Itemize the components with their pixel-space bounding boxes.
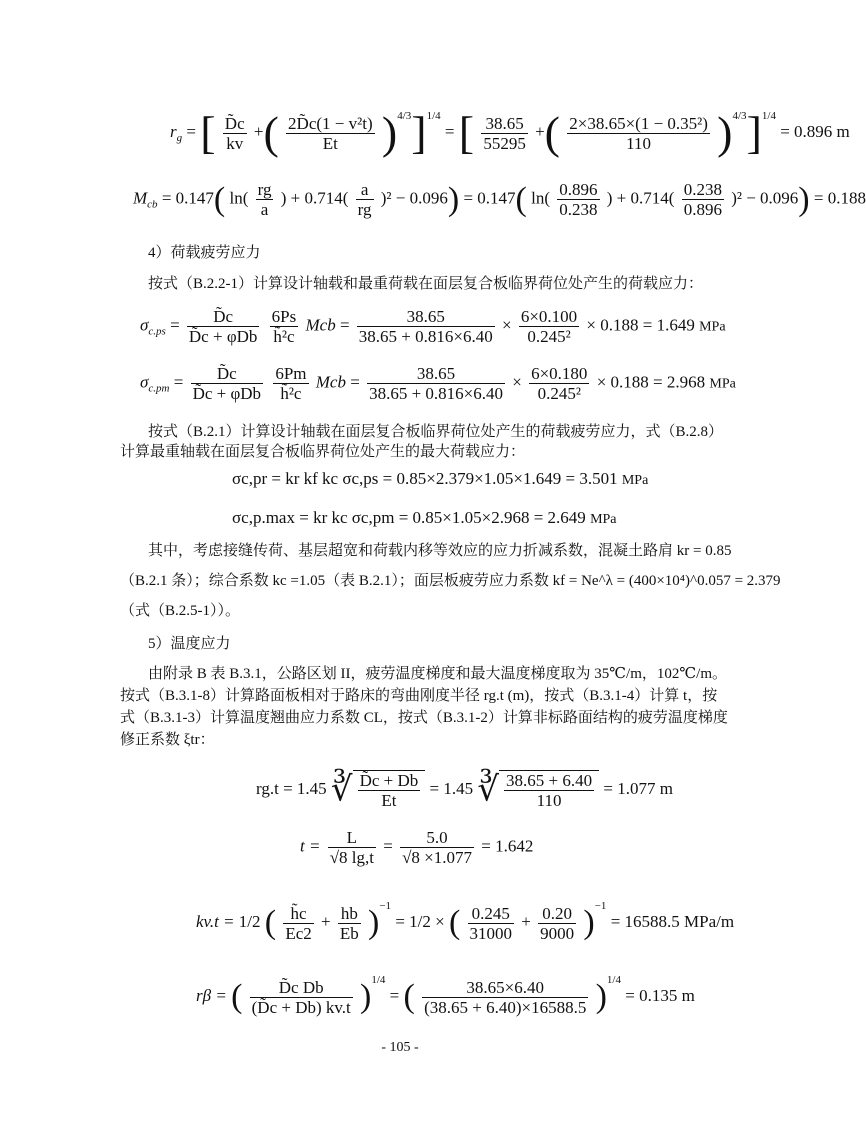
- eq-mcb-f1: [256, 180, 274, 219]
- eq-rg-lhs-sub: g: [176, 132, 183, 144]
- eq-rgt-rad2-num: 38.65 + 6.40: [506, 771, 593, 790]
- eq-sps-n1: [357, 307, 495, 346]
- eq-sps-n2-den: 0.245²: [527, 327, 571, 346]
- eq-kvt-lhs: kv.t =: [196, 912, 235, 931]
- eq-mcb-lhs-sub: cb: [147, 198, 158, 211]
- eq-spm-f1-num: D̃c: [191, 364, 264, 384]
- eq-sps-f1-den: D̃c + φDb: [188, 327, 258, 346]
- eq-spm-f2-num: 6Pm: [275, 364, 307, 383]
- section-5-line-1: 由附录 B 表 B.3.1，公路区划 II，疲劳温度梯度和最大温度梯度取为 35℃/m，102℃/m。: [148, 666, 727, 682]
- equation-sigma-ps: $\sigma_{c.ps}$ = $\frac{D̃c}{\text{D̃c + φDb}}$ $\frac{6Ps}{\text{h̃²c}}$ Mcb = $\frac{38.65}{38.65 + 0.816\times 6.40}$ × $\frac{6\times 0.100}{\text{0.245²}}$ × 0.188 = 1.649 MPa: [140, 307, 726, 346]
- eq-spm-mcb: Mcb: [315, 372, 346, 392]
- eq-t-f2-den: √8 ×1.077: [402, 848, 472, 867]
- para-3-line-3: （式（B.2.5-1））。: [120, 603, 241, 619]
- eq-kvt-n2-den: 9000: [540, 923, 575, 943]
- eq-rg-t2-num: 2D̃c(1 − v²t): [288, 113, 373, 133]
- equation-sigma-pm: $\sigma_{c.pm}$ = $\frac{D̃c}{\text{D̃c + φDb}}$ $\frac{6Pm}{\text{h̃²c}}$ Mcb = $\frac{38.65}{38.65 + 0.816\times 6.40}$ × $\frac{6\times 0.180}{\text{0.245²}}$ × 0.188 = 2.968 MPa: [140, 364, 736, 403]
- section-4-intro: 按式（B.2.2-1）计算设计轴载和最重荷载在面层复合板临界荷位处产生的荷载应力：: [148, 276, 704, 292]
- eq-spr-unit: MPa: [621, 473, 649, 488]
- eq-kvt-t2-num: hb: [338, 904, 361, 924]
- eq-mcb-f1-den: a: [260, 200, 269, 219]
- eq-kvt-exp: −1: [379, 900, 392, 912]
- eq-sps-f1: [187, 307, 260, 346]
- equation-rbeta: rβ = ( $\frac{\text{D̃c Db}}{(D̃c + Db) kv.t}$ )$^{1/4}$ = ( $\frac{38.65\times 6.40}{(38.65 + 6.40)\times 16588.5}$ )$^{1/4}$ = 0.135 m: [196, 974, 695, 1017]
- eq-kvt-half: 1/2: [238, 912, 261, 931]
- eq-mcb-g2-num: 0.238: [683, 180, 722, 199]
- eq-rgt-root2: ∛ $\frac{38.65 + 6.40}{110}$: [477, 770, 599, 810]
- eq-spm-result: × 0.188 = 2.968: [596, 372, 706, 392]
- eq-sps-mcb: Mcb: [305, 315, 336, 335]
- section-5-heading: 5）温度应力: [148, 636, 231, 652]
- equation-rgt: [256, 770, 673, 810]
- eq-spm-f1: [191, 364, 264, 403]
- eq-mcb-ln2: ln(: [531, 188, 551, 208]
- eq-kvt-unit: MPa/m: [684, 912, 735, 931]
- section-5-line-4: 修正系数 ξtr：: [120, 732, 215, 748]
- eq-rb-result: = 0.135: [625, 986, 678, 1005]
- equation-mcb: $M_{cb} = 0.147$( ln( $\frac{rg}{a}$ ) + 0.714( $\frac{a}{rg}$ )² − 0.096) = 0.147( ln( $\frac{0.896}{0.238}$ ) + 0.714( $\frac{0.238}{0.896}$ )² − 0.096) = 0.188: [133, 180, 866, 219]
- eq-rg-term1: [223, 114, 247, 153]
- eq-t-f1-num: L: [328, 828, 376, 848]
- eq-rg-lhs: r: [170, 122, 177, 141]
- eq-rb-exp: 1/4: [371, 974, 386, 986]
- eq-spmax-text: σc,p.max = kr kc σc,pm = 0.85×1.05×2.968 = 2.649: [232, 508, 586, 527]
- eq-rg-term2: [286, 114, 375, 153]
- eq-sps-f1-num: D̃c: [187, 307, 260, 327]
- eq-kvt-t1-num: h̃c: [283, 904, 313, 924]
- eq-rg-n2-num: 2×38.65×(1 − 0.35²): [569, 113, 708, 133]
- eq-t-lhs: t =: [300, 836, 321, 856]
- eq-sps-f2-den: h̃²c: [273, 327, 295, 346]
- eq-rg-exp-inner: 4/3: [397, 110, 412, 122]
- eq-rg-num1: [481, 114, 528, 153]
- eq-mcb-f2-den: rg: [357, 200, 372, 219]
- eq-spm-f2: [273, 364, 308, 403]
- eq-mcb-text2: = 0.147: [463, 188, 516, 208]
- eq-rb-lhs: rβ =: [196, 986, 227, 1005]
- para-3-line-2: （B.2.1 条）；综合系数 kc =1.05（表 B.2.1）；面层板疲劳应力系数 kf = Ne^λ = (400×10⁴)^0.057 = 2.379: [120, 573, 781, 589]
- eq-t-f1-den: √8 lg,t: [329, 848, 374, 867]
- eq-mcb-ln1: ln(: [229, 188, 249, 208]
- eq-rg-t1-den: kv: [226, 133, 244, 153]
- eq-mcb-f2: [356, 180, 374, 219]
- eq-mcb-tail1: )² − 0.096: [380, 188, 448, 208]
- eq-mcb-f2-num: a: [356, 180, 374, 200]
- eq-rg-t1-num: D̃c: [224, 113, 245, 133]
- eq-rb-f1-den: (D̃c + Db) kv.t: [251, 997, 351, 1017]
- eq-mcb-g1-num: 0.896: [559, 180, 598, 199]
- eq-spr-text: σc,pr = kr kf kc σc,ps = 0.85×2.379×1.05×1.649 = 3.501: [232, 469, 618, 488]
- eq-mcb-g1: [557, 180, 599, 219]
- eq-rg-exp-outer: 1/4: [426, 110, 441, 122]
- eq-kvt-result: = 16588.5: [610, 912, 680, 931]
- equation-sigma-pr: [232, 469, 648, 491]
- para-3-line-1: 其中，考虑接缝传荷、基层超宽和荷载内移等效应的应力折减系数，混凝土路肩 kr = 0.85: [148, 543, 732, 559]
- eq-rg-n1-num: 38.65: [481, 114, 528, 134]
- eq-rgt-lhs: rg.t = 1.45: [256, 778, 327, 798]
- eq-sps-result: × 0.188 = 1.649: [586, 315, 695, 335]
- eq-sps-lhs-sub: c.ps: [148, 325, 166, 338]
- eq-rgt-root1: ∛ $\frac{D̃c + Db}{Et}$: [331, 770, 425, 810]
- eq-mcb-mid2: ) + 0.714(: [606, 188, 675, 208]
- eq-spm-n2: [529, 364, 589, 403]
- equation-t: t = $\frac{L}{√8 \lg,t}$ = $\frac{5.0}{√8 \times 1.077}$ = 1.642: [300, 828, 534, 867]
- eq-kvt-t2: [338, 904, 361, 943]
- eq-kvt-n2-num: 0.20: [538, 904, 576, 924]
- eq-mcb-text1: = 0.147: [161, 188, 214, 208]
- eq-rb-f1-num: D̃c Db: [250, 978, 353, 998]
- section-4-heading: 4）荷载疲劳应力: [148, 245, 261, 261]
- eq-spm-n2-den: 0.245²: [537, 384, 581, 403]
- eq-kvt-t2-den: Eb: [339, 923, 359, 943]
- section-5-line-3: 式（B.3.1-3）计算温度翘曲应力系数 CL，按式（B.3.1-2）计算非标路面结构的疲劳温度梯度: [120, 710, 728, 726]
- eq-mcb-g2: [682, 180, 724, 219]
- eq-spm-f1-den: D̃c + φDb: [192, 384, 262, 403]
- eq-kvt-n1: [468, 904, 515, 943]
- eq-rgt-rad1-den: Et: [381, 791, 397, 810]
- eq-sps-n1-num: 38.65: [357, 307, 495, 327]
- eq-kvt-t1: [283, 904, 313, 943]
- eq-spm-lhs: σ: [140, 372, 149, 392]
- equation-kvt: kv.t = 1/2 ( $\frac{h̃c}{Ec2}$ + $\frac{hb}{Eb}$ )$^{-1}$ = 1/2 × ( $\frac{0.245}{31000}$ + $\frac{0.20}{9000}$ )$^{-1}$ = 16588.5 MPa/m: [196, 900, 735, 943]
- eq-rg-n1-den: 55295: [483, 133, 526, 153]
- eq-sps-lhs: σ: [140, 315, 149, 335]
- eq-t-f2: [400, 828, 474, 867]
- eq-sps-n1-den: 38.65 + 0.816×6.40: [358, 327, 493, 346]
- eq-rb-unit: m: [681, 986, 695, 1005]
- eq-t-f2-num: 5.0: [400, 828, 474, 848]
- eq-kvt-t1-den: Ec2: [285, 923, 312, 943]
- eq-mcb-g2-den: 0.896: [683, 200, 722, 219]
- eq-spm-n1-den: 38.65 + 0.816×6.40: [369, 384, 503, 403]
- eq-mcb-g1-den: 0.238: [559, 200, 598, 219]
- para-2-line-2: 计算最重轴载在面层复合板临界荷位处产生的最大荷载应力：: [120, 444, 526, 460]
- eq-rgt-unit: m: [659, 778, 673, 798]
- equation-sigma-pmax: [232, 508, 617, 530]
- eq-spm-unit: MPa: [709, 376, 736, 392]
- eq-spm-n1-num: 38.65: [367, 364, 505, 384]
- eq-rb-f2: [422, 978, 588, 1017]
- eq-sps-n2-num: 6×0.100: [520, 307, 578, 326]
- eq-sps-f2: [270, 307, 299, 346]
- eq-spm-n1: [367, 364, 505, 403]
- para-2-line-1: 按式（B.2.1）计算设计轴载在面层复合板临界荷位处产生的荷载疲劳应力，式（B.2.8）: [148, 424, 724, 440]
- eq-t-f1: [328, 828, 376, 867]
- equation-rg: $r_g$ = [ $\frac{D̃c}{kv}$ +( $\frac{\text{2D̃c(1 − v²t)}}{Et}$ )$^{4/3}$]$^{1/4}$ = [ $\frac{38.65}{55295}$ +( $\frac{\text{2×38.65×(1 − 0.35²)}}{110}$ )$^{4/3}$]$^{1/4}$ = 0.896 m: [170, 107, 850, 159]
- eq-rgt-rad2-den: 110: [536, 791, 562, 810]
- eq-spm-f2-den: h̃²c: [280, 384, 302, 403]
- eq-rb-f1: [250, 978, 353, 1017]
- eq-mcb-lhs: M: [133, 188, 148, 208]
- eq-rb-f2-den: (38.65 + 6.40)×16588.5: [424, 997, 587, 1017]
- eq-mcb-result: = 0.188: [813, 188, 866, 208]
- eq-rg-t2-den: Et: [322, 133, 338, 153]
- eq-sps-n2: [519, 307, 579, 346]
- eq-kvt-n2: [538, 904, 576, 943]
- eq-rg-num2: [567, 114, 710, 153]
- eq-spmax-unit: MPa: [590, 512, 617, 527]
- eq-t-result: = 1.642: [481, 836, 534, 856]
- eq-rgt-mid: = 1.45: [429, 778, 474, 798]
- eq-spm-lhs-sub: c.pm: [148, 382, 170, 395]
- eq-mcb-mid1: ) + 0.714(: [280, 188, 349, 208]
- eq-rg-result: = 0.896: [780, 122, 833, 141]
- eq-sps-unit: MPa: [699, 319, 726, 335]
- eq-rb-f2-num: 38.65×6.40: [422, 978, 588, 998]
- eq-spm-n2-num: 6×0.180: [531, 364, 588, 383]
- eq-sps-f2-num: 6Ps: [271, 307, 297, 326]
- eq-kvt-n1-den: 31000: [469, 923, 513, 943]
- section-5-line-2: 按式（B.3.1-8）计算路面板相对于路床的弯曲刚度半径 rg.t (m)，按式（B.3.1-4）计算 t，按: [120, 688, 718, 704]
- eq-mcb-f1-num: rg: [257, 180, 272, 199]
- eq-rgt-rad1-num: D̃c + Db: [359, 771, 419, 790]
- eq-kvt-n1-num: 0.245: [468, 904, 515, 924]
- eq-rgt-result: = 1.077: [603, 778, 656, 798]
- eq-rg-unit: m: [836, 122, 850, 141]
- eq-rg-n2-den: 110: [626, 133, 652, 153]
- eq-mcb-tail2: )² − 0.096: [731, 188, 799, 208]
- page-number: - 105 -: [381, 1040, 419, 1055]
